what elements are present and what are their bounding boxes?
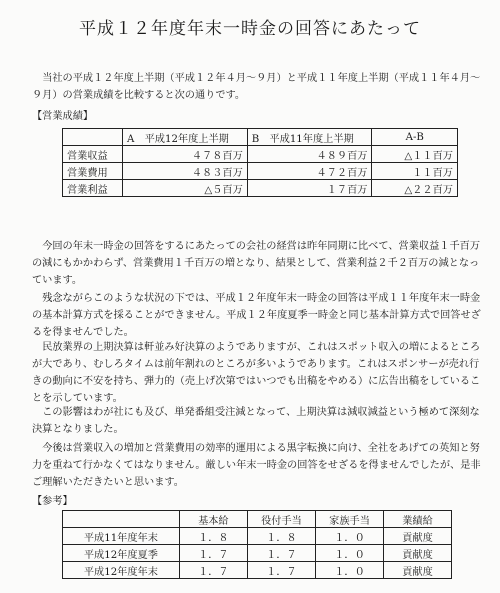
row-label: 平成12年度年末	[63, 562, 180, 579]
body-paragraph: 今後は営業収入の増加と営業費用の効率的運用による黒字転換に向け、全社をあげての英知と努力を重ねて行かなくてはなりません。厳しい年末一時金の回答をせざるを得ませんでしたが、是非ご理解いただきたいと思います。	[32, 443, 481, 488]
body-paragraph: この影響はわが社にも及び、単発番組受注減となって、上期決算は減収減益という極めて深刻な決算となりました。	[32, 407, 480, 435]
table-cell: １．７	[179, 562, 247, 579]
table-header-cell	[63, 511, 180, 528]
table-row	[63, 528, 452, 545]
table-cell: １．０	[315, 545, 383, 562]
table-row	[63, 545, 452, 562]
table-cell: ４７２百万	[247, 163, 372, 180]
body-paragraph: 残念ながらこのような状況の下では、平成１２年度年末一時金の回答は平成１１年度年末一時金の基本計算方式を採ることができません。平成１２年度夏季一時金と同じ基本計算方式で回答せざるを得ませんでした。	[32, 293, 481, 338]
table-cell: △１１百万	[372, 146, 458, 163]
row-label: 平成11年度年末	[63, 528, 180, 545]
table-row	[63, 562, 452, 579]
table-cell: 貢献度	[384, 545, 452, 562]
table-row	[63, 180, 458, 197]
row-label: 営業費用	[63, 163, 123, 180]
table-header-row	[63, 129, 458, 146]
table-cell: ４７８百万	[123, 146, 248, 163]
table-cell: ４８９百万	[247, 146, 372, 163]
table-cell: 貢献度	[384, 528, 452, 545]
table-row	[63, 146, 458, 163]
table-cell: １．０	[315, 528, 383, 545]
table-row	[63, 163, 458, 180]
table-cell: １．７	[247, 545, 315, 562]
intro-paragraph: 当社の平成１２年度上半期（平成１２年４月～９月）と平成１１年度上半期（平成１１年４月～９月）の営業成績を比較すると次の通りです。	[32, 73, 481, 101]
table-header-cell: B 平成11年度上半期	[247, 129, 372, 146]
table-cell: １１百万	[372, 163, 458, 180]
table-cell: １．０	[315, 562, 383, 579]
table-header-cell	[63, 129, 123, 146]
table-header-cell: 家族手当	[315, 511, 383, 528]
table-cell: １．８	[179, 528, 247, 545]
section-label-reference: 【参考】	[32, 496, 73, 507]
table-cell: １．７	[179, 545, 247, 562]
table-header-cell: 基本給	[179, 511, 247, 528]
document-title: 平成１２年度年末一時金の回答にあたって	[79, 19, 421, 39]
table-header-cell: 役付手当	[247, 511, 315, 528]
reference-table	[62, 510, 452, 579]
table-cell: １７百万	[247, 180, 372, 197]
sales-results-table	[62, 128, 458, 197]
table-header-cell: A 平成12年度上半期	[123, 129, 248, 146]
section-label-sales: 【営業成績】	[32, 111, 94, 122]
table-cell: △２２百万	[372, 180, 458, 197]
table-header-cell: A-B	[372, 129, 458, 146]
row-label: 営業収益	[63, 146, 123, 163]
table-cell: ４８３百万	[123, 163, 248, 180]
table-header-cell: 業績給	[384, 511, 452, 528]
row-label: 営業利益	[63, 180, 123, 197]
row-label: 平成12年度夏季	[63, 545, 180, 562]
body-paragraph: 民放業界の上期決算は軒並み好決算のようでありますが、これはスポット収入の増によるところが大であり、むしろタイムは前年割れのところが多いようであります。これはスポンサーが売れ行きの動向に不安を持ち、弾力的（売上げ次第ではいつでも出稿をやめる）に広告出稿をしていることを示しています。	[32, 342, 481, 404]
table-cell: １．８	[247, 528, 315, 545]
table-header-row	[63, 511, 452, 528]
table-cell: 貢献度	[384, 562, 452, 579]
table-cell: １．７	[247, 562, 315, 579]
body-paragraph: 今回の年末一時金の回答をするにあたっての会社の経営は昨年同期に比べて、営業収益１千百万の減にもかかわらず、営業費用１千百万の増となり、結果として、営業利益２千２百万の減となっています。	[32, 241, 481, 286]
table-cell: △５百万	[123, 180, 248, 197]
